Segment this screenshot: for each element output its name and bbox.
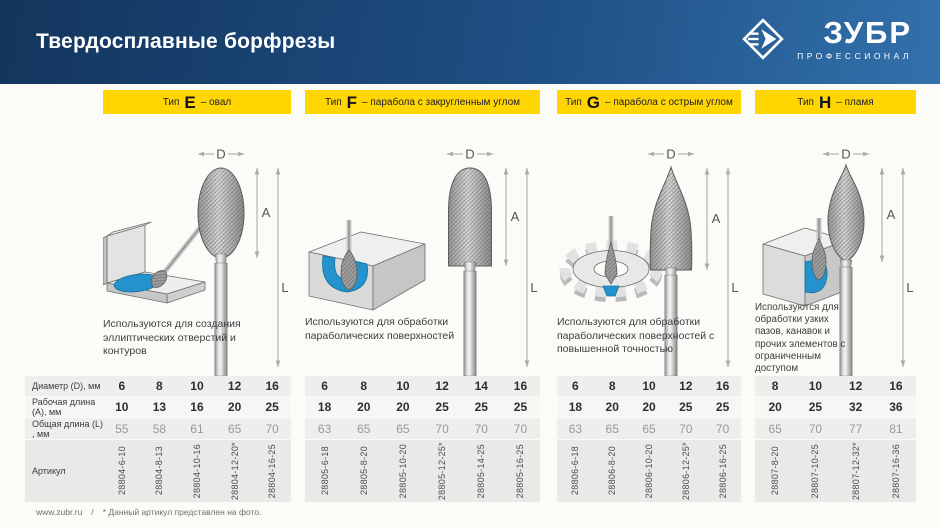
total-length-value: 70 [808,421,823,436]
article-value: 28806-10-20 [643,443,654,499]
spec-table-f [305,376,540,502]
diameter-value: 10 [396,379,410,393]
diameter-value: 16 [513,379,528,393]
page-footer [36,507,261,517]
brand-subtitle: ПРОФЕССИОНАЛ [797,51,912,61]
diameter-value: 12 [227,379,242,393]
work-length-value: 25 [808,400,823,414]
article-value: 28807-16-36 [890,443,901,499]
page-title: Твердосплавные борфрезы [36,30,336,53]
total-length-value: 61 [190,421,204,436]
article-value: 28806-8-20 [607,446,618,496]
total-length-value: 70 [265,421,279,436]
diameter-value: 6 [572,379,579,393]
work-length-value: 13 [152,400,167,414]
article-value: 28807-8-20 [770,446,781,496]
diameter-value: 12 [848,379,863,393]
dim-label-a: A [711,211,721,226]
work-length-value: 25 [513,400,528,414]
dim-label-d: D [841,146,851,162]
article-value: 28807-12-32* [850,441,861,501]
total-length-value: 70 [435,421,449,436]
work-length-value: 20 [642,400,656,414]
diameter-value: 16 [715,379,730,393]
article-value: 28804-6-10 [116,446,127,496]
illustration-h [755,140,916,376]
total-length-value: 65 [357,421,371,436]
row-label-article: Артикул [32,466,66,476]
total-length-value: 81 [889,421,903,436]
diameter-value: 8 [360,379,368,393]
article-value: 28805-8-20 [358,446,369,496]
site-link[interactable]: www.zubr.ru [36,507,83,517]
diameter-value: 6 [321,379,328,393]
work-length-value: 18 [568,400,583,414]
dim-label-a: A [886,207,896,222]
usage-description: Используются для обработки параболических поверхностей [305,316,455,342]
brand-name: ЗУБР [823,15,912,50]
article-value: 28805-6-18 [319,446,330,496]
work-length-value: 20 [357,400,371,414]
article-value: 28804-16-25 [267,443,278,499]
total-length-value: 55 [115,421,129,436]
total-length-value: 65 [642,421,656,436]
product-column-g [557,90,741,503]
table-row-total-length [557,418,741,439]
article-value: 28805-10-20 [397,443,408,499]
article-value: 28804-12-20* [229,441,240,501]
brand-logo [739,15,912,63]
product-column-f [305,90,540,503]
total-length-value: 58 [152,421,167,436]
footnote: * Данный артикул представлен на фото. [102,507,262,517]
work-length-value: 32 [848,400,863,414]
work-length-value: 20 [768,400,782,414]
article-value: 28804-10-16 [191,443,202,499]
dim-label-l: L [906,280,914,295]
type-letter: H [818,92,832,112]
brand-text [797,17,912,61]
diameter-value: 8 [771,379,779,393]
dim-label-d: D [465,146,475,162]
usage-description: Используются для обработки узких пазов, канавок и прочих элементов с ограниченным доступом [755,302,846,375]
table-row-diameter [755,376,916,396]
work-length-value: 20 [396,400,410,414]
article-value: 28806-6-18 [570,446,581,496]
total-length-value: 70 [679,421,693,436]
type-suffix: – пламя [836,96,874,108]
row-label-work-length: Рабочая длина (A), мм [32,397,96,417]
dim-label-a: A [510,209,520,224]
work-length-value: 20 [227,400,242,414]
table-row-work-length [755,397,916,417]
work-length-value: 25 [265,400,279,414]
dim-label-d: D [666,146,676,162]
table-row-total-length [755,418,916,439]
table-row-article [557,440,741,502]
work-length-value: 25 [679,400,693,414]
table-row-work-length [557,397,741,417]
spec-table-e [25,376,291,502]
diameter-value: 16 [889,379,903,393]
zubr-diamond-icon [739,15,787,63]
diameter-value: 10 [642,379,656,393]
total-length-value: 65 [227,421,242,436]
work-length-value: 16 [190,400,204,414]
type-suffix: – овал [200,96,232,108]
article-value: 28805-14-25 [476,443,487,499]
work-length-value: 25 [474,400,488,414]
type-letter: E [184,92,196,112]
diameter-value: 12 [679,379,693,393]
table-row-work-length [305,397,540,417]
type-banner-e [103,90,291,114]
work-length-value: 18 [317,400,332,414]
product-column-h [755,90,916,503]
total-length-value: 77 [848,421,863,436]
spec-table-h [755,376,916,502]
type-banner-f [305,90,540,114]
diameter-value: 10 [190,379,204,393]
type-prefix: Тип [324,96,342,108]
article-value: 28806-16-25 [717,443,728,499]
total-length-value: 70 [513,421,528,436]
article-value: 28805-16-25 [515,443,526,499]
total-length-value: 63 [317,421,332,436]
total-length-value: 65 [396,421,410,436]
row-label-diameter: Диаметр (D), мм [32,381,101,391]
dim-label-d: D [216,146,226,162]
type-prefix: Тип [565,96,582,108]
row-label-total-length: Общая длина (L) , мм [32,418,103,439]
type-banner-g [557,90,741,114]
dim-label-l: L [281,280,289,295]
footer-separator: / [91,507,94,517]
usage-description: Используются для обработки параболических поверхностей с повышенной точностью [557,316,715,356]
table-row-diameter [557,376,741,396]
dim-label-l: L [731,280,739,295]
diameter-value: 12 [435,379,449,393]
usage-description: Используются для создания эллиптических отверстий и контуров [103,318,241,358]
diameter-value: 8 [608,379,616,393]
diameter-value: 6 [118,379,126,393]
spec-table-g [557,376,741,502]
table-row-article [755,440,916,502]
total-length-value: 70 [715,421,730,436]
type-prefix: Тип [162,96,180,108]
work-length-value: 20 [605,400,619,414]
total-length-value: 70 [474,421,488,436]
article-value: 28805-12-25* [437,441,448,501]
table-row-diameter [305,376,540,396]
type-prefix: Тип [797,96,814,108]
article-value: 28807-10-25 [810,443,821,499]
illustration-f [305,140,540,376]
diameter-value: 16 [265,379,279,393]
dim-label-a: A [261,205,271,220]
table-row-article [25,440,291,502]
work-length-value: 36 [889,400,903,414]
type-letter: F [346,92,358,112]
workpiece-slab-block [305,220,430,315]
product-column-e [25,90,291,503]
total-length-value: 65 [768,421,782,436]
table-row-total-length [305,418,540,439]
diameter-value: 8 [156,379,163,393]
total-length-value: 65 [605,421,619,436]
table-row-total-length [25,418,291,439]
illustration-g [557,140,741,376]
article-value: 28804-8-13 [154,446,165,496]
type-letter: G [586,92,601,112]
illustration-e [103,140,291,376]
article-value: 28806-12-25* [680,441,691,501]
diameter-value: 14 [474,379,488,393]
work-length-value: 25 [715,400,730,414]
header [0,0,940,84]
table-row-diameter [25,376,291,396]
work-length-value: 25 [435,400,449,414]
table-row-article [305,440,540,502]
type-banner-h [755,90,916,114]
total-length-value: 63 [568,421,583,436]
table-row-work-length [25,397,291,417]
type-suffix: – парабола с закругленным углом [362,96,521,108]
diameter-value: 10 [808,379,823,393]
dim-label-l: L [530,280,538,295]
type-suffix: – парабола с острым углом [605,96,733,108]
work-length-value: 10 [115,400,129,414]
